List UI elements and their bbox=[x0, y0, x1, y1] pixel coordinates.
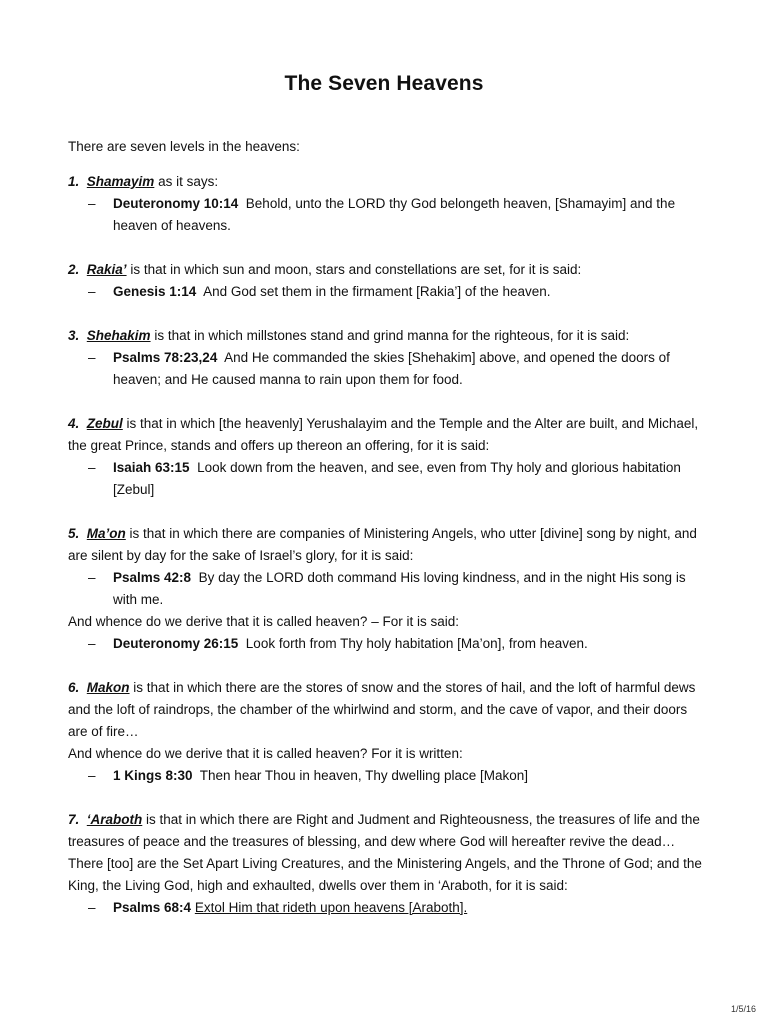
bullet-dash: – bbox=[88, 460, 96, 475]
section-text: is that in which [the heavenly] Yerushalayim and the Temple and the Alter are built, and Michael, the great Prince, stands and offers up thereon an offering, for it is said: bbox=[68, 416, 699, 453]
section-number: 4. bbox=[68, 416, 80, 431]
scripture-ref bbox=[68, 765, 708, 787]
section-1 bbox=[68, 171, 708, 237]
section-heading bbox=[68, 677, 708, 743]
ref-text: By day the LORD doth command His loving kindness, and in the night His song is with me. bbox=[113, 570, 690, 607]
section-text: is that in which there are the stores of snow and the stores of hail, and the loft of harmful dews and the loft of raindrops, the chamber of the whirlwind and storm, and the cave of vapor, and their doors are of fire… bbox=[68, 680, 696, 739]
section-heading bbox=[68, 171, 708, 193]
section-number: 7. bbox=[68, 812, 80, 827]
section-text: is that in which there are companies of Ministering Angels, who utter [divine] song by night, and are silent by day for the sake of Israel’s glory, for it is said: bbox=[68, 526, 697, 563]
scripture-ref bbox=[68, 193, 708, 237]
ref-citation: Psalms 42:8 bbox=[113, 570, 192, 585]
ref-citation: Deuteronomy 10:14 bbox=[113, 196, 239, 211]
section-text: as it says: bbox=[154, 174, 219, 189]
scripture-ref bbox=[68, 281, 708, 303]
bullet-dash: – bbox=[88, 570, 96, 585]
section-term: Ma’on bbox=[86, 526, 126, 541]
section-followup: And whence do we derive that it is called heaven? For it is written: bbox=[68, 746, 463, 761]
scripture-ref bbox=[68, 457, 708, 501]
ref-text: Then hear Thou in heaven, Thy dwelling place [Makon] bbox=[192, 768, 528, 783]
ref-text: Look down from the heaven, and see, even from Thy holy and glorious habitation [Zebul] bbox=[113, 460, 685, 497]
bullet-dash: – bbox=[88, 768, 96, 783]
ref-citation: Deuteronomy 26:15 bbox=[113, 636, 239, 651]
section-text: is that in which there are Right and Judment and Righteousness, the treasures of life and the treasures of peace and the treasures of blessing, and dew where God will hereafter revive the dead…There [too] are the Set Apart Living Creatures, and the Ministering Angels, and the Throne of God; and the King, the Living God, high and exhaulted, dwells over them in ‘Araboth, for it is said: bbox=[68, 812, 702, 893]
scripture-ref bbox=[68, 897, 708, 919]
ref-citation: Isaiah 63:15 bbox=[113, 460, 190, 475]
ref-text: And He commanded the skies [Shehakim] above, and opened the doors of heaven; and He caused manna to rain upon them for food. bbox=[113, 350, 674, 387]
ref-citation: 1 Kings 8:30 bbox=[113, 768, 193, 783]
bullet-dash: – bbox=[88, 196, 96, 211]
ref-text-underlined: Extol Him that rideth upon heavens [Araboth]. bbox=[194, 900, 468, 915]
section-number: 5. bbox=[68, 526, 80, 541]
bullet-dash: – bbox=[88, 900, 96, 915]
section-text: is that in which sun and moon, stars and constellations are set, for it is said: bbox=[126, 262, 582, 277]
section-2 bbox=[68, 259, 708, 303]
section-7 bbox=[68, 809, 708, 919]
section-term: Makon bbox=[86, 680, 130, 695]
ref-citation: Psalms 78:23,24 bbox=[113, 350, 218, 365]
section-number: 6. bbox=[68, 680, 80, 695]
bullet-dash: – bbox=[88, 350, 96, 365]
ref-citation: Genesis 1:14 bbox=[113, 284, 197, 299]
scripture-ref bbox=[68, 633, 708, 655]
scripture-ref bbox=[68, 567, 708, 611]
ref-text: And God set them in the firmament [Rakia’] of the heaven. bbox=[196, 284, 551, 299]
section-term: Shamayim bbox=[86, 174, 155, 189]
section-term: ‘Araboth bbox=[86, 812, 143, 827]
section-heading bbox=[68, 523, 708, 567]
ref-text: Look forth from Thy holy habitation [Ma’on], from heaven. bbox=[238, 636, 588, 651]
bullet-dash: – bbox=[88, 636, 96, 651]
section-6 bbox=[68, 677, 708, 787]
section-4 bbox=[68, 413, 708, 501]
section-text: is that in which millstones stand and grind manna for the righteous, for it is said: bbox=[150, 328, 630, 343]
section-number: 1. bbox=[68, 174, 80, 189]
section-number: 2. bbox=[68, 262, 80, 277]
page-title: The Seven Heavens bbox=[284, 72, 484, 95]
section-number: 3. bbox=[68, 328, 80, 343]
section-term: Rakia’ bbox=[86, 262, 127, 277]
section-heading bbox=[68, 809, 708, 897]
intro-text: There are seven levels in the heavens: bbox=[68, 139, 300, 154]
section-heading bbox=[68, 325, 708, 347]
bullet-dash: – bbox=[88, 284, 96, 299]
ref-text: Behold, unto the LORD thy God belongeth heaven, [Shamayim] and the heaven of heavens. bbox=[113, 196, 679, 233]
section-term: Shehakim bbox=[86, 328, 151, 343]
section-5 bbox=[68, 523, 708, 655]
section-3 bbox=[68, 325, 708, 391]
ref-citation: Psalms 68:4 bbox=[113, 900, 192, 915]
section-heading bbox=[68, 413, 708, 457]
section-followup: And whence do we derive that it is called heaven? – For it is said: bbox=[68, 614, 459, 629]
scripture-ref bbox=[68, 347, 708, 391]
section-heading bbox=[68, 259, 708, 281]
page-date-footer: 1/5/16 bbox=[730, 1004, 756, 1014]
section-term: Zebul bbox=[86, 416, 123, 431]
